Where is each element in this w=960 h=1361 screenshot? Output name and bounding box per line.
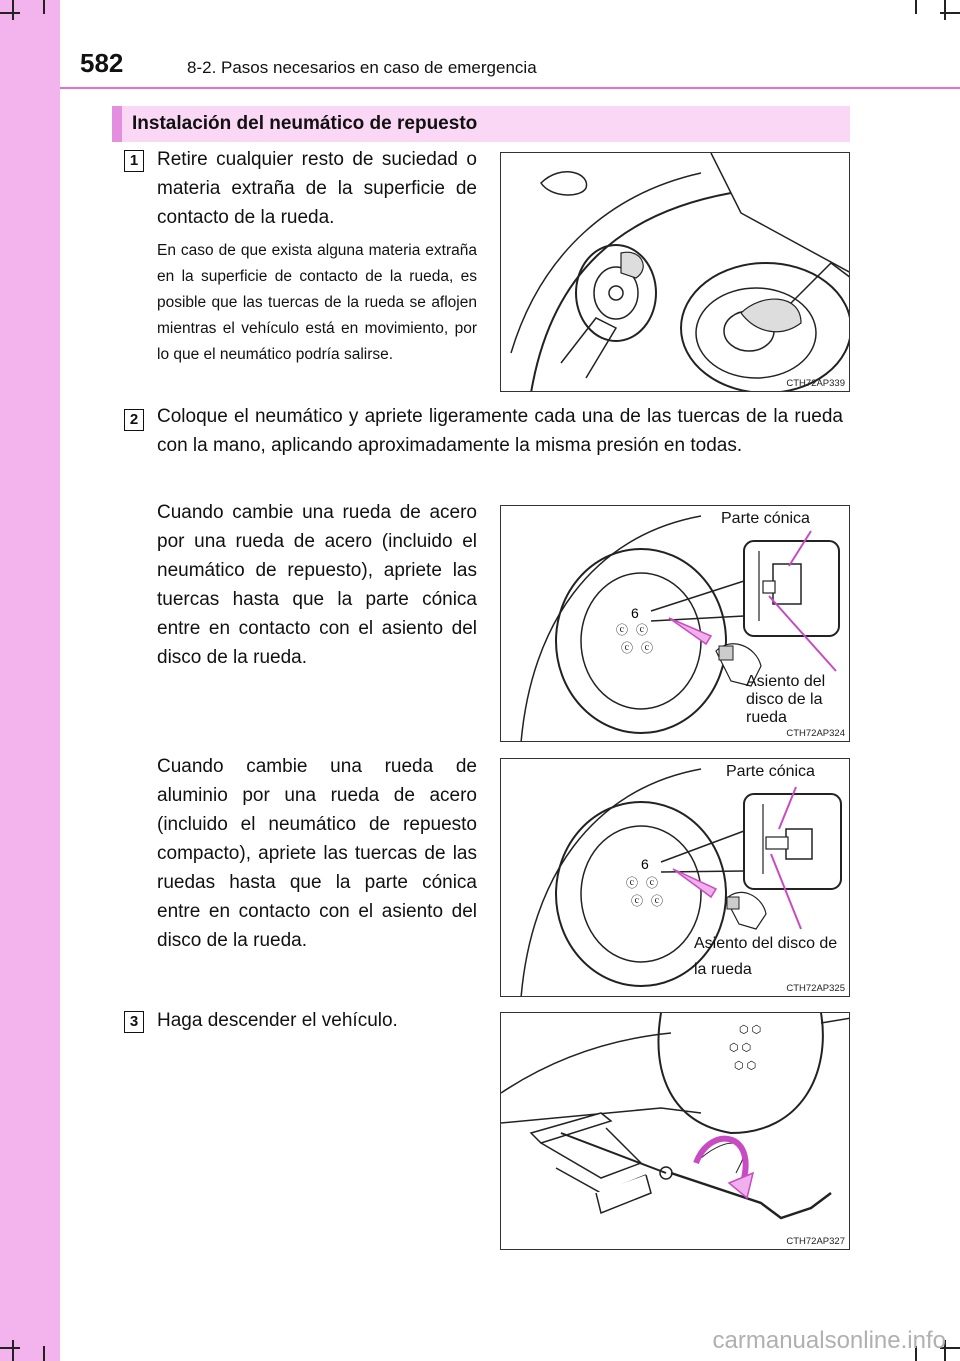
figure-code: CTH72AP324 — [786, 728, 845, 739]
figure-wheel-cleaning — [500, 152, 850, 392]
svg-text:ⓒ: ⓒ — [636, 623, 649, 637]
figure-code: CTH72AP339 — [786, 378, 845, 389]
sidebar-tab — [0, 0, 60, 1361]
figure-steel-wheel-nut — [500, 505, 850, 742]
figure-code: CTH72AP327 — [786, 1236, 845, 1247]
label-conical-part: Parte cónica — [721, 510, 810, 527]
chapter-title: 8-2. Pasos necesarios en caso de emergencia — [187, 58, 537, 77]
step-text: Haga descender el vehículo. — [157, 1010, 398, 1031]
crop-mark — [940, 12, 960, 14]
step-text: Coloque el neumático y apriete ligeramente cada una de las tuercas de la rueda con la mano, aplicando aproximadamente la misma presión en todas. — [157, 406, 843, 456]
svg-text:6: 6 — [631, 605, 639, 621]
step-number: 3 — [124, 1011, 144, 1033]
step-text: Retire cualquier resto de suciedad o materia extraña de la superficie de contacto de la rueda. — [157, 149, 477, 228]
svg-text:6: 6 — [641, 856, 649, 872]
svg-text:ⓒ: ⓒ — [621, 641, 634, 655]
crop-mark — [0, 12, 20, 14]
svg-text:⬡ ⬡: ⬡ ⬡ — [729, 1042, 752, 1054]
header-divider — [60, 87, 960, 89]
crop-mark — [944, 0, 946, 20]
crop-mark — [12, 0, 14, 20]
figure-lower-vehicle — [500, 1012, 850, 1250]
svg-text:ⓒ: ⓒ — [646, 876, 659, 890]
crop-mark — [915, 0, 917, 14]
figure-code: CTH72AP325 — [786, 983, 845, 994]
step-number: 1 — [124, 150, 144, 172]
crop-mark — [0, 1347, 20, 1349]
svg-text:⬡ ⬡: ⬡ ⬡ — [739, 1024, 762, 1036]
svg-text:ⓒ: ⓒ — [631, 894, 644, 908]
label-wheel-seat: Asiento del disco de la rueda — [694, 935, 838, 978]
step-subtext: Cuando cambie una rueda de acero por una rueda de acero (incluido el neumático de repuesto), apriete las tuercas hasta que la parte cónica entre en contacto con el asiento del disco de la rueda. — [157, 502, 477, 668]
crop-mark — [43, 0, 45, 14]
svg-text:ⓒ: ⓒ — [651, 894, 664, 908]
jack-lowering-illustration — [501, 1013, 850, 1250]
label-conical-part: Parte cónica — [726, 763, 815, 780]
page-number: 582 — [80, 48, 124, 78]
step-number: 2 — [124, 409, 144, 431]
label-wheel-seat: Asiento del disco de la rueda — [746, 673, 826, 726]
step-subtext: Cuando cambie una rueda de aluminio por una rueda de acero (incluido el neumático de repuesto compacto), apriete las tuercas de las ruedas hasta que la parte cónica entre en contacto con el asiento del disco de la rueda. — [157, 756, 477, 951]
wheel-cleaning-illustration — [501, 153, 850, 392]
svg-text:ⓒ: ⓒ — [626, 876, 639, 890]
svg-text:⬡ ⬡: ⬡ ⬡ — [734, 1060, 757, 1072]
section-title: Instalación del neumático de repuesto — [132, 113, 478, 134]
svg-text:ⓒ: ⓒ — [641, 641, 654, 655]
figure-aluminum-wheel-nut — [500, 758, 850, 997]
svg-text:ⓒ: ⓒ — [616, 623, 629, 637]
footer-watermark: carmanualsonline.info — [712, 1327, 946, 1354]
step-note: En caso de que exista alguna materia extraña en la superficie de contacto de la rueda, es posible que las tuercas de la rueda se aflojen mientras el vehículo está en movimiento, por lo que el neumático podría salirse. — [157, 242, 477, 363]
section-heading — [112, 106, 850, 142]
crop-mark — [12, 1340, 14, 1361]
crop-mark — [43, 1346, 45, 1361]
